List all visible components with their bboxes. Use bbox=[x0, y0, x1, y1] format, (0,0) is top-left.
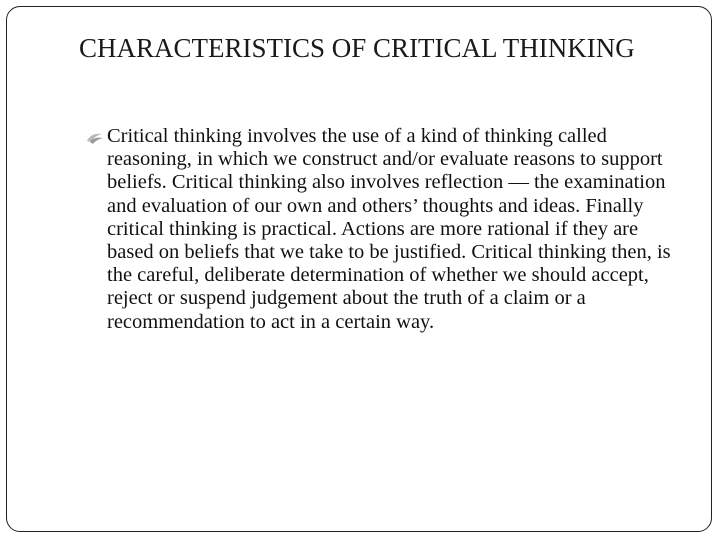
bullet-item bbox=[85, 125, 685, 334]
slide-title: CHARACTERISTICS OF CRITICAL THINKING bbox=[79, 33, 635, 63]
ribbon-bullet-icon bbox=[85, 129, 107, 147]
slide-frame bbox=[6, 6, 712, 532]
bullet-text: Critical thinking involves the use of a kind of thinking called reasoning, in which we construct and/or evaluate reasons to support beliefs. Critical thinking also involves reflection — the examination and evaluation of our own and others’ thoughts and ideas. Finally critical thinking is practical. Actions are more rational if they are based on beliefs that we take to be justified. Critical thinking then, is the careful, deliberate determination of whether we should accept, reject or suspend judgement about the truth of a claim or a recommendation to act in a certain way. bbox=[107, 125, 671, 333]
